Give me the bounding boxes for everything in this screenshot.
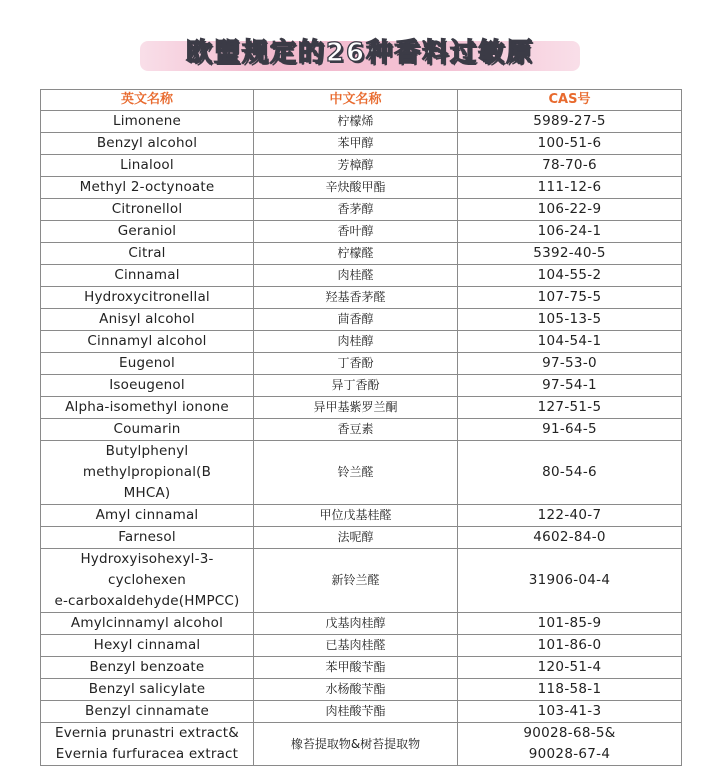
english-name-cell: Cinnamal xyxy=(41,265,254,287)
english-name-cell: Eugenol xyxy=(41,353,254,375)
cas-number-cell: 104-55-2 xyxy=(458,265,682,287)
table-row xyxy=(41,701,682,723)
english-name-cell: Citronellol xyxy=(41,199,254,221)
cas-number-cell: 5392-40-5 xyxy=(458,243,682,265)
cas-number-cell xyxy=(458,723,682,766)
cas-number-cell: 101-85-9 xyxy=(458,613,682,635)
chinese-name-cell: 肉桂醛 xyxy=(254,265,458,287)
chinese-name-cell: 柠檬醛 xyxy=(254,243,458,265)
english-name-cell: Benzyl benzoate xyxy=(41,657,254,679)
english-name-cell: Linalool xyxy=(41,155,254,177)
chinese-name-cell: 香茅醇 xyxy=(254,199,458,221)
table-row xyxy=(41,287,682,309)
table-row xyxy=(41,505,682,527)
table-body xyxy=(41,111,682,766)
english-name-cell xyxy=(41,549,254,613)
english-name-cell: Benzyl alcohol xyxy=(41,133,254,155)
table-row xyxy=(41,723,682,766)
header-cas-number: CAS号 xyxy=(458,90,682,111)
english-name-cell: Amyl cinnamal xyxy=(41,505,254,527)
page-title: 欧盟规定的26种香料过敏原 xyxy=(185,38,535,68)
header-chinese-name: 中文名称 xyxy=(254,90,458,111)
cas-number-cell: 111-12-6 xyxy=(458,177,682,199)
allergen-table xyxy=(40,89,682,766)
chinese-name-cell: 橡苔提取物&树苔提取物 xyxy=(254,723,458,766)
english-name-cell: Limonene xyxy=(41,111,254,133)
english-name-cell-line: Evernia prunastri extract& xyxy=(54,725,240,741)
cas-number-cell: 122-40-7 xyxy=(458,505,682,527)
english-name-cell: Isoeugenol xyxy=(41,375,254,397)
cas-number-cell: 97-54-1 xyxy=(458,375,682,397)
chinese-name-cell: 异丁香酚 xyxy=(254,375,458,397)
chinese-name-cell: 柠檬烯 xyxy=(254,111,458,133)
chinese-name-cell: 异甲基紫罗兰酮 xyxy=(254,397,458,419)
english-name-cell-line: Butylphenyl methylpropional(B xyxy=(82,443,212,480)
cas-number-cell: 100-51-6 xyxy=(458,133,682,155)
cas-number-cell: 101-86-0 xyxy=(458,635,682,657)
cas-number-cell: 120-51-4 xyxy=(458,657,682,679)
chinese-name-cell: 甲位戊基桂醛 xyxy=(254,505,458,527)
chinese-name-cell: 肉桂醇 xyxy=(254,331,458,353)
table-row xyxy=(41,657,682,679)
english-name-cell-line: Evernia furfuracea extract xyxy=(55,746,239,762)
table-row xyxy=(41,111,682,133)
cas-number-cell: 106-22-9 xyxy=(458,199,682,221)
chinese-name-cell: 丁香酚 xyxy=(254,353,458,375)
chinese-name-cell: 铃兰醛 xyxy=(254,441,458,505)
english-name-cell xyxy=(41,441,254,505)
cas-number-cell: 104-54-1 xyxy=(458,331,682,353)
english-name-cell: Anisyl alcohol xyxy=(41,309,254,331)
english-name-cell: Alpha-isomethyl ionone xyxy=(41,397,254,419)
english-name-cell: Cinnamyl alcohol xyxy=(41,331,254,353)
title-banner xyxy=(0,0,720,84)
table-row xyxy=(41,635,682,657)
chinese-name-cell: 香豆素 xyxy=(254,419,458,441)
english-name-cell xyxy=(41,723,254,766)
chinese-name-cell: 苯甲酸苄酯 xyxy=(254,657,458,679)
table-row xyxy=(41,353,682,375)
english-name-cell: Geraniol xyxy=(41,221,254,243)
table-row xyxy=(41,221,682,243)
table-row xyxy=(41,527,682,549)
cas-number-cell: 106-24-1 xyxy=(458,221,682,243)
table-row xyxy=(41,549,682,613)
english-name-cell-line: Hydroxyisohexyl-3-cyclohexen xyxy=(80,551,214,588)
chinese-name-cell: 香叶醇 xyxy=(254,221,458,243)
table-row xyxy=(41,419,682,441)
cas-number-cell: 5989-27-5 xyxy=(458,111,682,133)
table-row xyxy=(41,397,682,419)
english-name-cell: Hydroxycitronellal xyxy=(41,287,254,309)
table-row xyxy=(41,679,682,701)
table-row xyxy=(41,265,682,287)
cas-number-cell: 97-53-0 xyxy=(458,353,682,375)
table-row xyxy=(41,331,682,353)
cas-number-cell-line: 90028-68-5& xyxy=(523,725,616,741)
cas-number-cell: 91-64-5 xyxy=(458,419,682,441)
chinese-name-cell: 戊基肉桂醇 xyxy=(254,613,458,635)
english-name-cell: Benzyl cinnamate xyxy=(41,701,254,723)
english-name-cell: Benzyl salicylate xyxy=(41,679,254,701)
cas-number-cell: 4602-84-0 xyxy=(458,527,682,549)
english-name-cell: Hexyl cinnamal xyxy=(41,635,254,657)
chinese-name-cell: 已基肉桂醛 xyxy=(254,635,458,657)
chinese-name-cell: 法呢醇 xyxy=(254,527,458,549)
header-english-name: 英文名称 xyxy=(41,90,254,111)
cas-number-cell: 118-58-1 xyxy=(458,679,682,701)
chinese-name-cell: 芳樟醇 xyxy=(254,155,458,177)
table-row xyxy=(41,375,682,397)
cas-number-cell: 78-70-6 xyxy=(458,155,682,177)
chinese-name-cell: 羟基香茅醛 xyxy=(254,287,458,309)
chinese-name-cell: 苯甲醇 xyxy=(254,133,458,155)
cas-number-cell: 107-75-5 xyxy=(458,287,682,309)
english-name-cell: Farnesol xyxy=(41,527,254,549)
english-name-cell: Coumarin xyxy=(41,419,254,441)
table-row xyxy=(41,177,682,199)
table-row xyxy=(41,613,682,635)
table-header-row xyxy=(41,90,682,111)
cas-number-cell: 103-41-3 xyxy=(458,701,682,723)
english-name-cell: Citral xyxy=(41,243,254,265)
english-name-cell: Amylcinnamyl alcohol xyxy=(41,613,254,635)
table-row xyxy=(41,441,682,505)
cas-number-cell: 105-13-5 xyxy=(458,309,682,331)
english-name-cell-line: MHCA) xyxy=(123,485,171,501)
table-row xyxy=(41,155,682,177)
table-row xyxy=(41,133,682,155)
table-row xyxy=(41,199,682,221)
chinese-name-cell: 水杨酸苄酯 xyxy=(254,679,458,701)
table-row xyxy=(41,243,682,265)
chinese-name-cell: 茴香醇 xyxy=(254,309,458,331)
table-row xyxy=(41,309,682,331)
english-name-cell-line: e-carboxaldehyde(HMPCC) xyxy=(54,593,240,609)
chinese-name-cell: 新铃兰醛 xyxy=(254,549,458,613)
cas-number-cell: 31906-04-4 xyxy=(458,549,682,613)
english-name-cell: Methyl 2-octynoate xyxy=(41,177,254,199)
cas-number-cell-line: 90028-67-4 xyxy=(528,746,611,762)
cas-number-cell: 127-51-5 xyxy=(458,397,682,419)
chinese-name-cell: 辛炔酸甲酯 xyxy=(254,177,458,199)
cas-number-cell: 80-54-6 xyxy=(458,441,682,505)
chinese-name-cell: 肉桂酸苄酯 xyxy=(254,701,458,723)
